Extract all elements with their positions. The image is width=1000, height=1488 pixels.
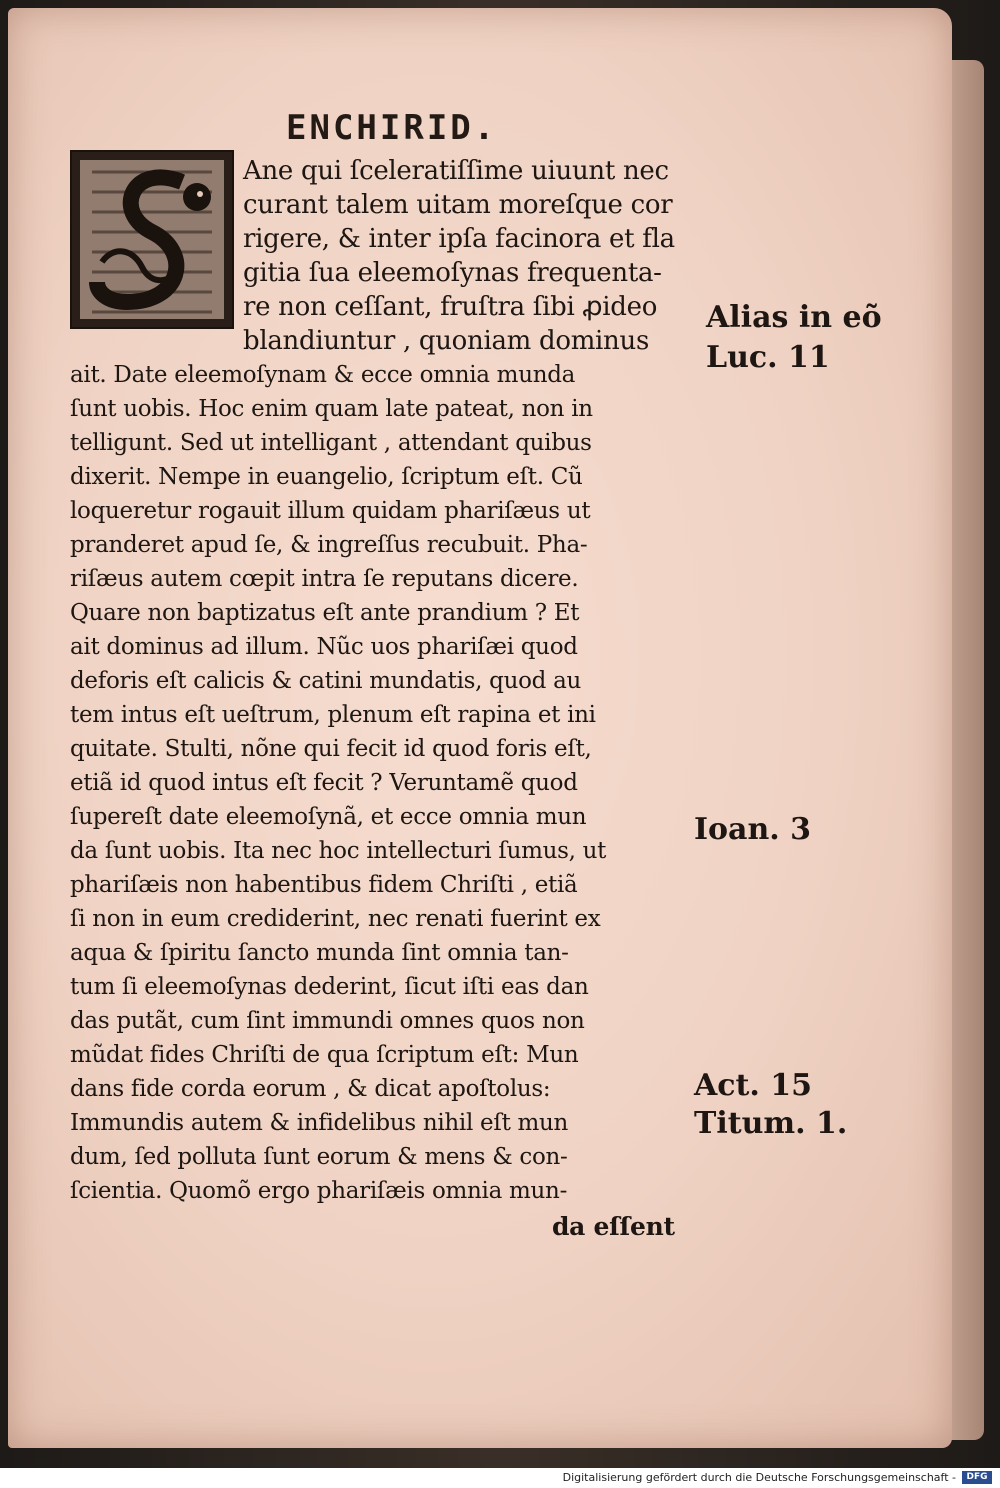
body-line: Quare non baptizatus eſt ante prandium ? Et [70,600,580,626]
body-line: tem intus eſt ueſtrum, plenum eſt rapina et ini [70,702,596,728]
margin-note: Alias in eõ [706,300,882,335]
body-line: etiã id quod intus eſt fecit ? Veruntamẽ quod [70,770,578,796]
body-line: dum, ſed polluta ſunt eorum & mens & con- [70,1144,568,1170]
body-line: curant talem uitam moreſque cor [243,190,673,220]
body-line: dans fide corda eorum , & dicat apoſtolus: [70,1076,551,1102]
body-line: ſcientia. Quomõ ergo phariſæis omnia mun- [70,1178,568,1204]
body-line: ſupereſt date eleemoſynã, et ecce omnia mun [70,804,587,830]
body-line: aqua & ſpiritu ſancto munda ſint omnia tan- [70,940,569,966]
catchword: da eſſent [552,1212,675,1241]
body-line: telligunt. Sed ut intelligant , attendant quibus [70,430,592,456]
margin-note: Act. 15 [694,1068,813,1103]
body-line: rigere, & inter ipſa facinora et fla [243,224,675,254]
body-line: ſi non in eum crediderint, nec renati fuerint ex [70,906,601,932]
body-line: das putãt, cum ſint immundi omnes quos non [70,1008,585,1034]
dfg-logo-icon: DFG [962,1471,992,1484]
body-line: Immundis autem & infidelibus nihil eſt mun [70,1110,569,1136]
funding-notice: Digitalisierung gefördert durch die Deutsche Forschungsgemeinschaft - [562,1471,956,1484]
margin-note: Titum. 1. [694,1106,848,1141]
body-line: loqueretur rogauit illum quidam phariſæus ut [70,498,591,524]
running-header: ENCHIRID. [286,108,498,148]
body-line: mũdat fides Chriſti de qua ſcriptum eſt: Mun [70,1042,579,1068]
body-line: da ſunt uobis. Ita nec hoc intellecturi ſumus, ut [70,838,607,864]
body-line: tum ſi eleemoſynas dederint, ſicut iſti eas dan [70,974,589,1000]
body-line: phariſæis non habentibus fidem Chriſti , etiã [70,872,578,898]
margin-note: Ioan. 3 [694,812,812,847]
body-line: quitate. Stulti, nõne qui fecit id quod foris eſt, [70,736,592,762]
body-line: ait. Date eleemoſynam & ecce omnia munda [70,362,576,388]
body-line: re non ceſſant, fruſtra ſibi ꝓideo [243,292,658,322]
body-line: Ane qui ſceleratiſſime uiuunt nec [243,156,669,186]
footer-bar [0,1468,1000,1488]
decorated-initial-s-icon [70,150,234,329]
body-line: ſunt uobis. Hoc enim quam late pateat, non in [70,396,593,422]
body-line: dixerit. Nempe in euangelio, ſcriptum eſt. Cũ [70,464,583,490]
margin-note: Luc. 11 [706,340,830,375]
body-line: pranderet apud ſe, & ingreſſus recubuit. Pha- [70,532,588,558]
body-line: gitia ſua eleemoſynas frequenta- [243,258,662,288]
body-line: ait dominus ad illum. Nũc uos phariſæi quod [70,634,578,660]
body-line: deforis eſt calicis & catini mundatis, quod au [70,668,581,694]
body-line: riſæus autem cœpit intra ſe reputans dicere. [70,566,579,592]
body-line: blandiuntur , quoniam dominus [243,326,649,356]
